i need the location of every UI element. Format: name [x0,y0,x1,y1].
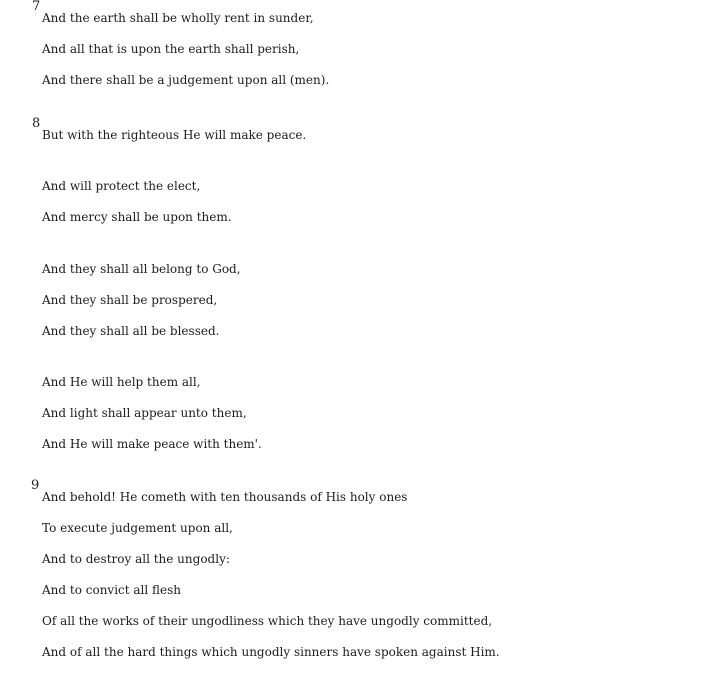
verse-line-text: And they shall all belong to God, [42,262,241,276]
verse-line [0,478,720,513]
verse-line-text: And will protect the elect, [42,179,201,193]
verse-line [0,202,720,233]
verse-line [0,65,720,96]
verse-line [0,429,720,460]
verse-line-text: But with the righteous He will make peace. [42,128,307,142]
verse-line-text: And all that is upon the earth shall perish, [42,42,300,56]
verse-line-text: And there shall be a judgement upon all (men). [42,73,330,87]
verse-line [0,544,720,575]
verse-line [0,34,720,65]
verse-line [0,398,720,429]
verse-line [0,254,720,285]
verse-line-text: And the earth shall be wholly rent in sunder, [42,11,314,25]
verse-line [0,637,720,668]
verse-8-stanza-2 [0,171,720,233]
verse-line-text: And He will help them all, [42,375,201,389]
verse-line-text: And light shall appear unto them, [42,406,247,420]
verse-8-stanza-3 [0,254,720,347]
verse-9-stanza-1 [0,478,720,668]
verse-line [0,606,720,637]
verse-line-text: And mercy shall be upon them. [42,210,232,224]
verse-line-text: And they shall all be blessed. [42,324,220,338]
verse-line [0,285,720,316]
verse-line [0,171,720,202]
verse-line [0,575,720,606]
verse-line-text: To execute judgement upon all, [42,521,233,535]
verse-line-text: And to destroy all the ungodly: [42,552,230,566]
verse-line-text: And of all the hard things which ungodly sinners have spoken against Him. [42,645,500,659]
verse-line-text: Of all the works of their ungodliness which they have ungodly committed, [42,614,493,628]
verse-number: 9 [31,478,40,493]
verse-number: 8 [32,116,41,131]
verse-line-text: And to convict all flesh [42,583,182,597]
verse-line [0,316,720,347]
verse-line-text: And they shall be prospered, [42,293,218,307]
verse-line-text: And He will make peace with them'. [42,437,262,451]
verse-line [0,367,720,398]
verse-line [0,116,720,151]
verse-8-stanza-1 [0,116,720,151]
verse-line [0,513,720,544]
verse-line-text: And behold! He cometh with ten thousands of His holy ones [42,490,408,504]
verse-8-stanza-4 [0,367,720,460]
verse-7-stanza-1 [0,0,720,96]
verse-line [0,0,720,34]
verse-number: 7 [32,0,41,14]
